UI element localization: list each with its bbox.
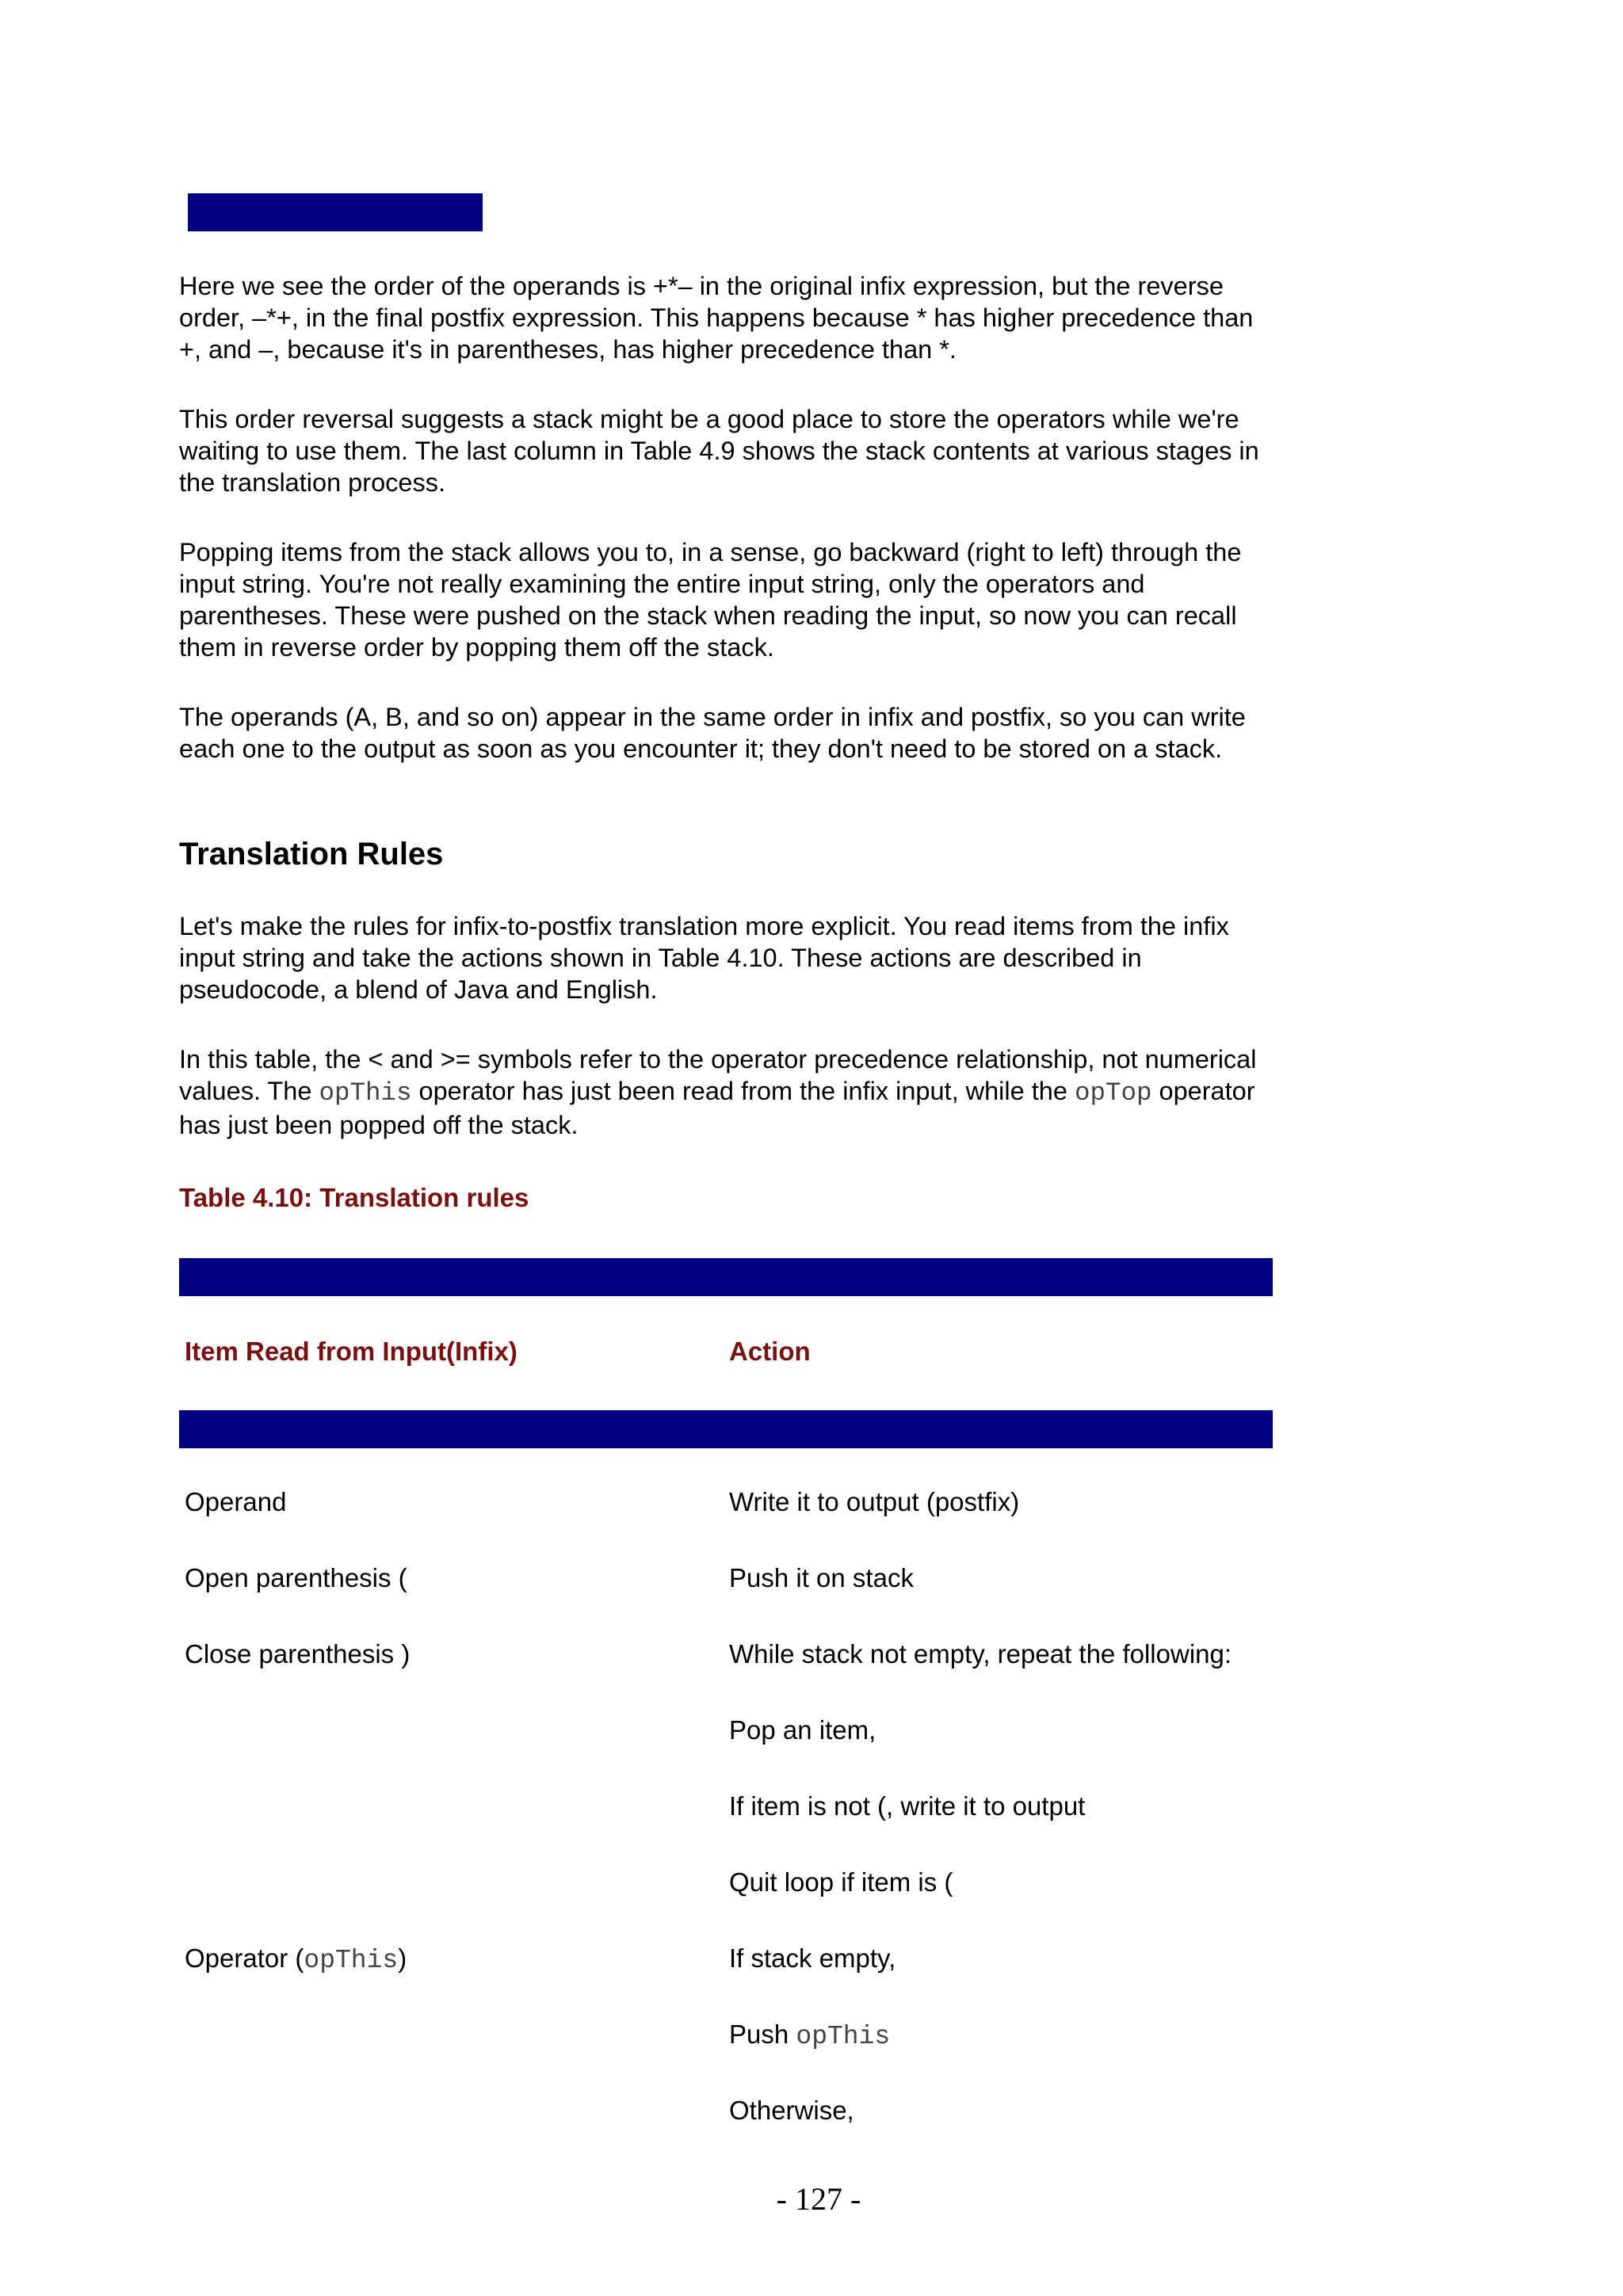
operator-item-post: ) (398, 1943, 407, 1973)
operator-item-pre: Operator ( (185, 1943, 304, 1973)
push-text: Push (729, 2019, 796, 2049)
note-text-c: operator has just been popped off the stack. (179, 1077, 1255, 1139)
push-code: opThis (796, 2022, 891, 2051)
table-header-bar (179, 1410, 1273, 1448)
row-pop-item-action: Pop an item, (729, 1715, 876, 1745)
paragraph-rules-intro: Let's make the rules for infix-to-postfix translation more explicit. You read items from the infix input string and take the actions shown in Table 4.10. These actions are described in pseudocode, a blend of Java and English. (179, 912, 1229, 1004)
row-operator-item (185, 1943, 407, 1977)
note-text-b: operator has just been read from the infix input, while the (411, 1077, 1075, 1105)
page-number: - 127 - (776, 2181, 861, 2217)
operator-item-code: opThis (304, 1946, 399, 1975)
paragraph-operands: The operands (A, B, and so on) appear in the same order in infix and postfix, so you can write each one to the output as soon as you encounter it; they don't need to be stored on a stack. (179, 703, 1246, 763)
header-action: Action (729, 1337, 811, 1366)
top-decorative-bar (188, 193, 483, 231)
paragraph-precedence-note (179, 1043, 1273, 1141)
table-caption: Table 4.10: Translation rules (179, 1183, 529, 1212)
paragraph-popping-items: Popping items from the stack allows you to, in a sense, go backward (right to left) through the input string. You're not really examining the entire input string, only the operators and parentheses. These were pushed on the stack when reading the input, so now you can recall them in reverse order by popping them off the stack. (179, 538, 1242, 662)
paragraph-order-reversal: This order reversal suggests a stack might be a good place to store the operators while we're waiting to use them. The last column in Table 4.9 shows the stack contents at various stages in the translation process. (179, 405, 1259, 497)
row-otherwise-action: Otherwise, (729, 2096, 854, 2125)
row-stack-empty-action: If stack empty, (729, 1943, 896, 1973)
row-push-opthis-action (729, 2019, 890, 2053)
note-text-a: In this table, the < and >= symbols refer to the operator precedence relationship, not numerical values. The (179, 1045, 1257, 1105)
row-close-paren-item: Close parenthesis ) (185, 1639, 411, 1669)
section-heading: Translation Rules (179, 837, 444, 871)
row-open-paren-item: Open parenthesis ( (185, 1563, 407, 1592)
row-write-output-action: If item is not (, write it to output (729, 1791, 1086, 1821)
row-open-paren-action: Push it on stack (729, 1563, 914, 1592)
row-quit-loop-action: Quit loop if item is ( (729, 1867, 953, 1897)
code-optop: opTop (1074, 1078, 1152, 1108)
row-close-paren-action: While stack not empty, repeat the following: (729, 1639, 1232, 1669)
row-operand-action: Write it to output (postfix) (729, 1487, 1020, 1516)
code-opthis: opThis (319, 1078, 412, 1108)
table-top-bar (179, 1258, 1273, 1296)
header-item-read: Item Read from Input(Infix) (185, 1337, 517, 1366)
row-operand-item: Operand (185, 1487, 287, 1516)
paragraph-operator-order: Here we see the order of the operands is +*– in the original infix expression, but the reverse order, –*+, in the final postfix expression. This happens because * has higher precedence than +, and –, because it's in parentheses, has higher precedence than *. (179, 272, 1254, 364)
